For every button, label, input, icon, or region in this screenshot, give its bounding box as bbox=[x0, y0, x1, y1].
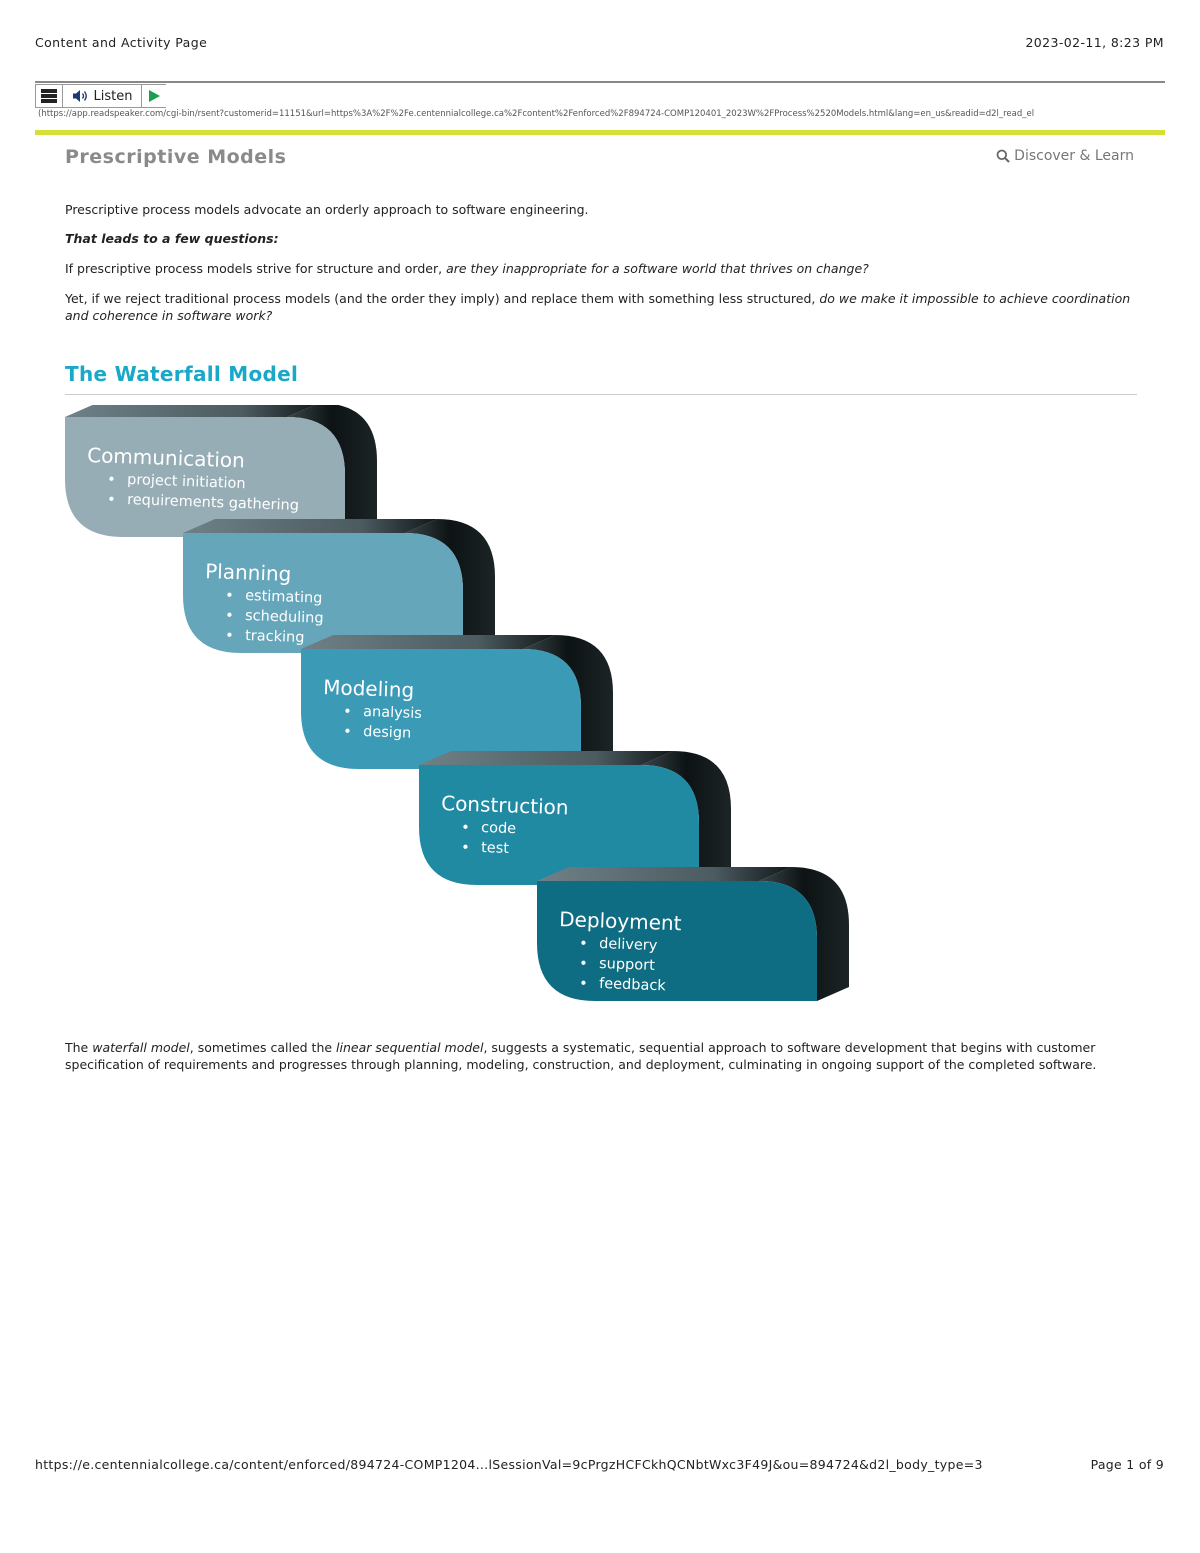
desc-term-linear: linear sequential model bbox=[336, 1040, 484, 1055]
intro-paragraph-3 bbox=[65, 260, 1140, 277]
intro-questions-lead: That leads to a few questions: bbox=[65, 231, 279, 246]
intro-p4-italic: do we make it impossible to achieve coordination and coherence in software work? bbox=[65, 291, 1131, 323]
step-item: project initiation bbox=[126, 472, 246, 493]
intro-p4-text: Yet, if we reject traditional process models (and the order they imply) and replace them with something less structured, bbox=[65, 291, 820, 306]
waterfall-diagram bbox=[60, 405, 860, 1030]
step-bullet: • bbox=[224, 628, 234, 645]
section-heading-waterfall: The Waterfall Model bbox=[65, 362, 299, 386]
waterfall-description bbox=[65, 1039, 1140, 1073]
intro-p3-italic: are they inappropriate for a software world that thrives on change? bbox=[446, 261, 869, 276]
play-button[interactable] bbox=[142, 84, 166, 108]
waterfall-step-construction bbox=[419, 751, 731, 885]
desc-part-3: , sometimes called the bbox=[189, 1040, 337, 1055]
desc-term-waterfall: waterfall model bbox=[92, 1040, 190, 1055]
step-bullet: • bbox=[578, 956, 588, 973]
step-bullet: • bbox=[578, 936, 588, 953]
step-item: tracking bbox=[244, 628, 305, 647]
step-bullet: • bbox=[460, 820, 470, 837]
print-footer-page: Page 1 of 9 bbox=[1090, 1457, 1164, 1472]
play-icon bbox=[148, 90, 160, 102]
step-top bbox=[419, 751, 673, 765]
listen-button[interactable] bbox=[63, 84, 142, 108]
step-top bbox=[301, 635, 555, 649]
desc-part-1: The bbox=[65, 1040, 93, 1055]
intro-paragraph-1: Prescriptive process models advocate an orderly approach to software engineering. bbox=[65, 202, 589, 217]
waterfall-step-modeling bbox=[301, 635, 613, 769]
step-top bbox=[537, 867, 791, 881]
step-title: Construction bbox=[440, 791, 569, 820]
step-item: delivery bbox=[598, 936, 658, 955]
step-item: analysis bbox=[362, 704, 423, 723]
intro-p3-text: If prescriptive process models strive for structure and order, bbox=[65, 261, 447, 276]
step-top bbox=[65, 405, 319, 417]
step-top bbox=[183, 519, 437, 533]
step-bullet: • bbox=[460, 840, 470, 857]
discover-label: Discover & Learn bbox=[1014, 148, 1134, 164]
step-item: test bbox=[480, 840, 510, 857]
step-item: feedback bbox=[598, 976, 666, 995]
listen-label: Listen bbox=[93, 88, 133, 104]
step-title: Communication bbox=[86, 443, 246, 473]
accent-bar bbox=[35, 130, 1165, 135]
step-title: Modeling bbox=[322, 675, 415, 703]
toolbar-top-rule bbox=[35, 81, 1165, 83]
step-item: support bbox=[598, 956, 656, 974]
intro-paragraph-4 bbox=[65, 290, 1140, 324]
step-item: design bbox=[362, 724, 412, 742]
step-bullet: • bbox=[106, 472, 116, 489]
step-item: scheduling bbox=[244, 608, 324, 627]
speaker-icon bbox=[72, 89, 90, 103]
discover-learn-link[interactable] bbox=[996, 148, 1134, 164]
step-bullet: • bbox=[342, 704, 352, 721]
waterfall-step-planning bbox=[183, 519, 495, 653]
print-header-datetime: 2023-02-11, 8:23 PM bbox=[1025, 35, 1164, 50]
step-title: Planning bbox=[204, 559, 292, 587]
step-item: code bbox=[480, 820, 517, 838]
waterfall-step-communication bbox=[65, 405, 377, 537]
step-bullet: • bbox=[224, 588, 234, 605]
waterfall-step-deployment bbox=[537, 867, 849, 1001]
menu-icon bbox=[41, 89, 57, 103]
page-title: Prescriptive Models bbox=[65, 146, 287, 168]
print-header-title: Content and Activity Page bbox=[35, 35, 208, 50]
section-rule bbox=[65, 394, 1137, 395]
print-footer-url: https://e.centennialcollege.ca/content/enforced/894724-COMP1204...lSessionVal=9cPrgzHCFCkhQCNbtWxc3F49J&ou=894724&d2l_body_type=3 bbox=[35, 1457, 983, 1472]
step-bullet: • bbox=[342, 724, 352, 741]
menu-button[interactable] bbox=[35, 84, 63, 108]
step-bullet: • bbox=[578, 976, 588, 993]
search-icon bbox=[996, 149, 1010, 163]
readspeaker-url: (https://app.readspeaker.com/cgi-bin/rsent?customerid=11151&url=https%3A%2F%2Fe.centennialcollege.ca%2Fcontent%2Fenforced%2F894724-COMP120401_2023W%2FProcess%2520Models.html&lang=en_us&readid=d2l_read_el bbox=[38, 109, 1035, 119]
step-bullet: • bbox=[224, 608, 234, 625]
desc-part-5: , suggests a systematic, sequential approach to software development that begins with customer specification of requirements and progresses through planning, modeling, construction, and deployment, culminating in ongoing support of the completed software. bbox=[65, 1040, 1097, 1072]
step-item: requirements gathering bbox=[126, 492, 300, 514]
step-bullet: • bbox=[106, 492, 116, 509]
step-item: estimating bbox=[244, 588, 323, 607]
step-title: Deployment bbox=[558, 907, 682, 936]
readspeaker-toolbar bbox=[35, 84, 166, 108]
